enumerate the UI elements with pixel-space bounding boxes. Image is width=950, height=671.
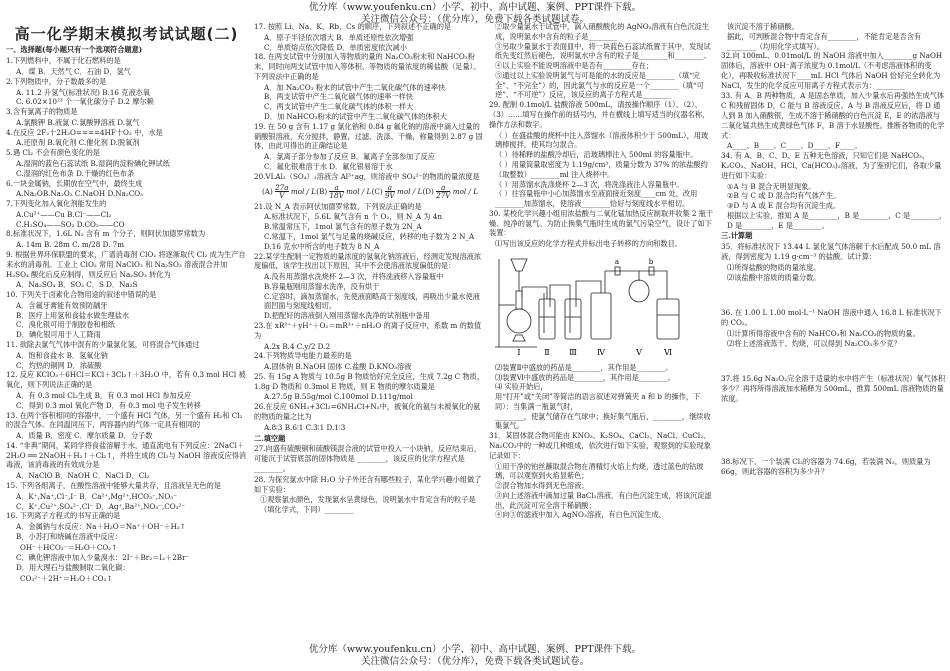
answer-option: D.把配好的溶液倒入刚用蒸馏水洗净的试剂瓶中备用 (264, 311, 430, 321)
answer-option: C．溴化银可用于制胶卷和相纸 (16, 320, 115, 330)
alcohol-lamp (513, 335, 525, 341)
question: 30. 某校化学兴趣小组用浓盐酸与二氧化锰加热反应制取并收集 2 瓶干燥、纯净的氯气。为防止换集气瓶时生成的氯气污染空气，设计了如下装置： (489, 208, 714, 238)
q20-option (316, 184, 371, 200)
sub-item: ⑷ 实验开始后， (495, 382, 548, 392)
footer-line-1: 优分库（www.youfenku.cn）小学、初中、高中试题、案例、PPT课件下载。 (308, 644, 642, 655)
answer-option: A.固体钠 B.NaOH 固体 C.盐酸 D.KNO₃溶液 (264, 362, 412, 372)
apparatus-label: Ⅱ (544, 347, 550, 357)
sub-item: ①用干净的铂丝蘸取混合物在酒精灯火焰上灼烧，透过蓝色的钴玻璃，可以观察到火焰显紫色； (495, 461, 704, 481)
question: 13. 在两个容积相同的容器中，一个盛有 HCl 气体，另一个盛有 H₂和 Cl₂的混合气体。在同温同压下，两容器内的气体一定具有相同的 (6, 410, 243, 430)
question: 19. 在 50 g 含有 1.17 g 氯化钠和 0.84 g 氟化钠的溶液中滴入过量的硝酸银溶液，充分搅拌，静置，过滤、洗涤、干燥，称量得到 2.87 g 固体，由此可得出的正确结论是 (254, 121, 483, 151)
question: 22.某学生配制一定物质的量浓度的氢氧化钠溶液后，经测定发现溶液浓度偏低，该学生找出以下原因，其中不会使溶液浓度偏低的是： (254, 251, 482, 271)
apparatus-label: Ⅳ (597, 347, 605, 357)
question: 24.下列物质导电能力最差的是 (254, 351, 352, 361)
sub-item: ①A 与 B 混合无明显现象。 (727, 181, 816, 191)
section-heading: 二.填空题 (254, 433, 286, 443)
apparatus-label: Ⅵ (663, 347, 673, 357)
answer-option: A.27.5g B.55g/mol C.100mol D.111g/mol (264, 392, 413, 402)
sub-item: （ ）在盛盐酸的烧杯中注入蒸馏水（溶液体积少于 500mL），用玻璃棒搅拌，使其均匀混合。 (495, 130, 709, 150)
sub-item: ④向③的滤液中加入 AgNO₃溶液，有白色沉淀生成， (495, 510, 666, 520)
sub-item: CO₃²⁻＋2H⁺＝H₂O＋CO₂↑ (20, 574, 113, 584)
question: 33. 有 A、B 两种物质，A 是固态单质，加入少量水后再强热生成气体 C 和残留固体 D，C 能与 B 溶液反应。A 与 B 溶液反应后，将 D 通人到 B 加入硝酸银，生成不溶于稀硝酸的白色沉淀 E，E 的浓溶液与二氧化锰共热生成黄绿色气体 F，B 溶于水显酸性。推断各物质的化学式： (721, 91, 945, 140)
fraction-numerator: 27a (275, 182, 289, 192)
header-line-2: 关注微信公众号：（优分库），免费下载各类试题试卷。 (360, 13, 589, 25)
sub-item: 该沉淀不溶于稀硝酸。 (727, 22, 799, 31)
question: 34. 有 A、B、C、D、E 五种无色溶液，只知它们是 NaHCO₃、K₂CO₃、NaOH、HCl、Ca(HCO₃)₂溶液，为了鉴别它们，各取少量进行如下实验： (721, 151, 942, 180)
answer-option: A．加 Na₂CO₃ 粉末的试管中产生二氧化碳气体的速率快 (264, 82, 446, 92)
answer-space (721, 282, 947, 308)
answer-option: A.还原剂 B.氧化剂 C.催化剂 D.脱氧剂 (16, 138, 140, 148)
gas-bottle (591, 293, 611, 339)
q20-option-letter: (D) (422, 186, 437, 196)
fraction-numerator: a (441, 182, 446, 192)
answer-option: C．碘化钾溶液中加入少量溴水：2I⁻＋Br₂＝I₂＋2Br⁻ (16, 553, 190, 563)
q20-unit: mol / L (343, 186, 372, 196)
column-2 (254, 22, 486, 515)
answer-option: B．两支试管中产生二氧化碳气体的速率一样快 (264, 92, 414, 102)
question: 26.在反应 6NH₃+3Cl₂=6NH₄Cl+N₂中，被氧化的氨与未被氧化的氨的物质的量之比为 (254, 402, 481, 422)
question: 36. 在 1.00 L 1.00 mol·L⁻¹ NaOH 溶液中通入 16.8 L 标准状况下的 CO₂。 (721, 308, 942, 328)
q20-fraction (329, 184, 343, 200)
answer-option: B.容量瓶刚用蒸馏水洗净，没有烘干 (264, 281, 380, 291)
answer-option: C．灼热的铜网 D．浓硫酸 (16, 360, 102, 370)
question: 3.含有氯离子的物质是 (6, 107, 78, 117)
answer-option: B．小苏打和烧碱在溶液中反应： (16, 531, 122, 541)
answer-option: D．用大理石与盐酸制取二氧化碳： (16, 563, 130, 573)
answer-option: C.H₂SO₄——SO₂ D.CO₂——CO (16, 219, 125, 229)
fraction-denominator: 18V (329, 191, 344, 201)
answer-option: A.Na₂OB.Na₂O₂ C.NaOH D.Na₂CO₃ (16, 189, 143, 199)
q20-unit: mol / L (288, 186, 317, 196)
answer-option: C. 6.02×10²³ 个一氧化碳分子 D.2 摩尔赖 (16, 97, 154, 107)
q20-option-letter: (B) (316, 186, 330, 196)
answer-option: C.湿润的红色布条 D.干燥的红色布条 (16, 168, 135, 178)
clamp-label: b (648, 257, 654, 266)
page-footer (0, 644, 950, 668)
answer-option: A.8∶3 B.6∶1 C.3∶1 D.1∶3 (264, 422, 346, 432)
sub-item: （ ）用蒸馏水洗涤烧杯 2—3 次，将洗涤液注入容量瓶中。 (495, 179, 684, 189)
column-3 (489, 22, 715, 520)
answer-option: C.定容时，滴加蒸馏水，先使液面略高于刻度线，再吸出少量水使液面凹面与刻度线相切。 (264, 291, 480, 311)
column-1 (6, 22, 247, 585)
fraction-denominator: V (275, 191, 288, 200)
apparatus-svg (489, 251, 715, 359)
sub-item: （ ）往容量瓶中小心加蒸馏水至液面接近刻度____cm 处，改用________加蒸馏水，使溶液________恰好与刻度线水平相切。 (495, 189, 698, 209)
column-4 (721, 22, 947, 477)
answer-option: A．NaClO B．NaOH C．NaCl D．Cl₂ (16, 471, 150, 481)
answer-option: A．Na₂SO₄ B．SO₂ C．S D．Na₂S (16, 280, 138, 290)
q20-fraction (436, 184, 450, 200)
q20-option-letter: (C) (371, 186, 385, 196)
answer-option: C．得到 0.3 mol 氧化产物 D．有 0.3 mol 电子发生转移 (16, 400, 201, 410)
q20-option (372, 184, 423, 200)
sub-item: ⑴所得盐酸的物质的量浓度。 (727, 262, 821, 272)
question: 38.标况下，一个装满 Cl₂的容器为 74.6g，若装满 N₂，则质量为 66g，则此容器的容积为多少升？ (721, 456, 931, 476)
answer-option: D．加 NaHCO₃粉末的试管中产生二氧化碳气体的体积大 (264, 112, 447, 122)
dropping-funnel (511, 259, 527, 271)
wash-bottle (539, 299, 555, 339)
q20-option (422, 184, 478, 200)
sub-item: ⑵装置Ⅱ中盛放的药品是________，其作用是________。 (495, 362, 673, 372)
question: 2.下列物质中，分子数最多的是 (6, 76, 107, 86)
answer-option: A.氯酸钾 B.液氯 C.氯酸钾溶液 D.氯气 (16, 117, 140, 127)
fraction-denominator: 9V (384, 191, 395, 201)
flask-neck (516, 291, 522, 309)
answer-option: C．K⁺,Cu²⁺,SO₄²⁻,Cl⁻ D．Ag⁺,Ba²⁺,NO₃⁻,CO₃²⁻ (16, 501, 186, 511)
section-heading: 三.计算题 (721, 231, 753, 241)
question: 12. 反应 KClO₃＋6HCl＝KCl＋3Cl₂↑＋3H₂O 中，若有 0.3 mol HCl 被氧化，则下列说法正确的是 (6, 370, 246, 390)
question: 32.向 100mL、0.01mol/L 的 NaOH 溶液中加入________g NaOH 固体后，溶液中 OH⁻离子浓度为 0.1mol/L（不考虑溶液体积的变化），再吸收标准状况下____mL HCl 气体后 NaOH 恰好完全转化为 NaCl，发生的化学反应可用离子方程式表示为：________ (721, 51, 943, 90)
sub-item: ①观察氯水颜色，发现氯水呈黄绿色，说明氯水中肯定含有的粒子是（填化学式，下同）________ (260, 495, 476, 515)
answer-option: D．碘化银可用于人工降雨 (16, 330, 101, 340)
question: 18. 在两支试管中分别加入等物质的量的 Na₂CO₃粉末和 NaHCO₃粉末，同时向两支试管中加入等体积、等物质的量浓度的稀盐酸（足量）。下列说法中正确的是 (254, 52, 481, 81)
sub-item: A____、B____、C____、D____、F____。 (727, 141, 862, 151)
answer-option: C.常温下，1mol 氯气与足量的烧碱反应，转移的电子数为 2 N_A (264, 231, 475, 241)
fraction-denominator: 27V (436, 191, 451, 201)
question: 10. 下列关于卤素化合物用途的叙述中错误的是 (6, 290, 157, 300)
header-line-1: 优分库（www.youfenku.cn）小学、初中、高中试题、案例、PPT课件下载。 (308, 2, 642, 13)
tube-1 (522, 287, 547, 299)
answer-option: A．K⁺,Na⁺,Cl⁻,I⁻ B．Ca²⁺,Mg²⁺,HCO₃⁻,NO₃⁻ (16, 491, 177, 501)
answer-option: A.湿润的蓝色石蕊试纸 B.湿润的淀粉碘化钾试纸 (16, 158, 170, 168)
question: 6.一块金属钠，长期放在空气中，最终生成 (6, 178, 143, 188)
wash-bottle (565, 299, 581, 339)
question: 21.设 N_A 表示阿伏加德罗常数，下列说法正确的是 (254, 201, 422, 211)
question: 4.在反应 2F₂十2H₂O====4HF十O₂ 中，水是 (6, 127, 163, 137)
answer-option: A.没有用蒸馏水洗烧杯 2—3 次，并将洗液移入容量瓶中 (264, 272, 444, 282)
answer-option: A．金属钠与水反应：Na＋H₂O＝Na⁺＋OH⁻＋H₂↑ (16, 522, 186, 532)
question: 9. 根据世界环保联盟的要求，广谱消毒剂 ClO₂ 将逐渐取代 Cl₂ 成为生产自来水的消毒剂。工业上 ClO₂ 常用 NaClO₃ 和 Na₂SO₃ 溶液混合并加 H₂SO₄ 酸化后反应制得，则反应后 Na₂SO₃ 转化为 (6, 250, 246, 279)
answer-option: B.常温常压下，1mol 氯气含有的原子数为 2N_A (264, 222, 422, 232)
question: 28. 为探究氯水中除 H₂O 分子外还含有哪些粒子，某化学兴趣小组做了如下实验： (254, 474, 482, 494)
question: 23.在 xR²⁺＋yH⁺＋O₂＝mR³⁺＋nH₂O 的离子反应中，系数 m 的数值为 (254, 321, 482, 340)
answer-option: A. 11.2 升氢气(标准状况) B.16 克液态氧 (16, 87, 151, 97)
sub-item: （ ）待稀释的盐酸冷却后，沿玻璃棒注入 500ml 的容量瓶中。 (495, 150, 698, 160)
sub-item: 据此，可判断混合物中肯定含有________，不能肯定是否含有________（均用化学式填写）。 (727, 31, 922, 51)
question: 7.下列变化加入氧化剂能发生的 (6, 199, 107, 209)
sub-item: 根据以上实验，推知 A 是________，B 是________，C 是________，D 是________，E 是________。 (727, 210, 947, 230)
answer-option: A．质量 B．密度 C．摩尔质量 D．分子数 (16, 431, 153, 441)
question: 29. 配制 0.1mol/L 盐酸溶液 500mL，请按操作顺序（1）、（2）、（3）……填写在操作前的括号内，并在横线上填写适当的仪器名称，操作方法和数字。 (489, 100, 710, 129)
answer-option: B．医疗上用氢和食盐水做生理盐水 (16, 310, 130, 320)
sub-item: ⑵将上述溶液蒸干、灼烧，可以得到 Na₂CO₃多少克？ (727, 338, 901, 348)
answer-option: A.标准状况下，5.6L 氧气含有 n 个 O₂，则 N_A 为 4n (264, 212, 442, 222)
sub-item: ③向上述溶液中滴加过量 BaCl₂溶液，有白色沉淀生成，将该沉淀滤出，此沉淀可完全溶于稀硝酸； (495, 490, 712, 510)
sub-item: ⑤通过以上实验说明氯气与可是能的水的反应是________（填“完全”、“不完全”）的，因此氯气与水的反应是一个________（填“可逆”、“不可逆”）反应，该反应的离子方程式是________ (495, 70, 704, 100)
answer-option: C．氟化银难溶于水 D．氟化银易溶于水 (264, 161, 393, 171)
sub-item: ③另取少量氯水于表面皿中，将一块蓝色石蕊试纸置于其中，发现试纸先变红然后褪色，说明氯水中含有的粒子是________和________。 (495, 41, 711, 61)
fraction-numerator: a (334, 182, 339, 192)
question: 35．将标准状况下 13.44 L 氯化氢气体溶解于水后配成 50.0 mL 溶液，得到密度为 1.19 g·cm⁻³ 的盐酸。试计算： (721, 242, 941, 261)
exam-title: 高一化学期末模拟考试试题(二) (14, 25, 239, 43)
answer-option: A.Cu²⁺——Cu B.Cl⁻——Cl₂ (16, 209, 112, 219)
question: 11. 欲除去氯气气体中混有的少量氯化氢，可将混合气体通过 (6, 340, 200, 350)
answer-option: A．有 0.3 mol Cl₂生成 B．有 0.3 mol HCl 参加反应 (16, 390, 192, 400)
question: 20.VLAl₂（SO₄）₃溶液含 Al³⁺ag，则溶液中 SO₄²⁻的物质的量浓度是 (254, 171, 480, 181)
answer-option: A．饱和食盐水 B．氢氧化钠 (16, 350, 108, 360)
question: 15. 下列各组离子，在酸性溶液中能够大量共存，且溶液呈无色的是 (6, 480, 221, 490)
question: 31．某固体混合物可能由 KNO₃、K₂SO₄、CaCl₂、NaCl、CuCl₂、Na₂CO₃中的一种或几种组成，依次进行如下实验，观察到的实验现象记录如下： (489, 431, 711, 460)
answer-option: A. 14m B. 28m C. m/28 D. 7m (16, 240, 125, 250)
question: 1.下列燃料中，不属于化石燃料的是 (6, 56, 121, 66)
sub-item: （ ）用量筒量取密度为 1.19g/cm³，质量分数为 37% 的浓盐酸约（取整数）________ml 注入烧杯中。 (495, 159, 708, 179)
question: 14. “非典”期间，某同学将食盐溶解于水，通直流电有下列反应：2NaCl＋2H₂O ══ 2NaOH＋H₂↑＋Cl₂↑，并将生成的 Cl₂与 NaOH 溶液反应得消毒液，该消毒液的有效成分是 (6, 440, 247, 470)
question: 37.将 15.6g Na₂O₂完全溶于适量的水中将产生（标准状况）氧气体积多少？再将所得溶液加水稀释为 500mL，推算 500mL 溶液物质的量浓度。 (721, 374, 946, 403)
apparatus-label: Ⅰ (517, 347, 521, 357)
q20-options (254, 184, 486, 200)
answer-option: A．氯离子部分参加了反应 B．氟离子全部参加了反应 (264, 152, 435, 162)
sub-item: ④以上实验不能说明溶液中是否有________存在； (495, 61, 654, 71)
answer-option: C．两支试管中产生二氧化碳气体的体积一样大 (264, 102, 414, 112)
sub-item: OH⁻＋HCO₃⁻＝H₂O＋CO₂↑ (20, 542, 118, 552)
question: 25. 有 15g A 物质与 10.5g B 物质恰好完全反应，生成 7.2g C 物质，1.8g D 物质和 0.3mol E 物质，则 E 物质的摩尔质量是 (254, 371, 485, 391)
footer-line-2: 关注微信公众号：（优分库），免费下载各类试题试卷。 (360, 655, 589, 667)
question: 5.遇 Cl₂ 不会有颜色变化的是 (6, 148, 100, 158)
q20-fraction (385, 184, 395, 200)
sub-item: ②B 与 C 或 D 混合均有气体产生。 (727, 191, 841, 201)
tube-3 (576, 281, 601, 293)
sub-item: ⑴计算所得溶液中含有的 NaHCO₃和 Na₂CO₃的物质的量。 (727, 328, 920, 338)
fraction-numerator: a (387, 182, 392, 192)
sub-item: ⑶装置Ⅵ中盛放的药品是________，其作用是________。 (495, 372, 675, 382)
section-heading: 一、选择题(每小题只有一个选项符合题意) (6, 45, 143, 55)
sub-item: ⑴写出该反应的化学方程式并标出电子转移的方向和数目。 (495, 239, 682, 249)
sub-item: ③D 与 A 或 E 混合均有沉淀生成。 (727, 201, 841, 211)
sub-item: 用“打开”或“关闭”等简洁的语言叙述对弹簧夹 a 和 b 的操作，下同）：当集满一瓶氯气时， (495, 392, 701, 411)
apparatus-diagram (489, 251, 715, 362)
q20-option-letter: (A) (262, 186, 276, 196)
absorber-bottle (657, 299, 679, 339)
answer-option: A．原子半径依次增大 B．单质还原性依次增强 (264, 32, 414, 42)
question: 16. 下列离子方程式的书写正确的是 (6, 511, 121, 521)
q20-option (262, 184, 316, 200)
sub-item: ⑵该盐酸中溶质的质量分数。 (727, 272, 821, 282)
clamp-label: a (614, 257, 620, 266)
answer-option: A．含氟牙膏能有效预防龋牙 (16, 300, 108, 310)
answer-space (721, 348, 947, 374)
question: 17. 按照 Li、Na、K、Rb、Cs 的顺序，下列叙述不正确的是 (254, 22, 452, 31)
answer-option: A．煤 B．天然气 C．石油 D．氢气 (16, 66, 131, 76)
q20-unit: mol / L (450, 186, 478, 196)
balloon (629, 280, 649, 302)
sub-item: ________，使氯气储存在气球中；换好集气瓶后，________，继续收集氯气。 (495, 411, 711, 431)
sub-item: ②混合物加水得到无色溶液； (495, 481, 589, 491)
q20-fraction (275, 184, 288, 200)
apparatus-label: Ⅴ (636, 347, 642, 357)
answer-option: A.2x B.4 C.y/2 D.2 (264, 341, 331, 351)
answer-space (721, 405, 947, 457)
answer-option: C．单质熔点依次降低 D．单质密度依次减小 (264, 42, 407, 52)
q20-unit: mol / L (394, 186, 423, 196)
round-flask (507, 309, 531, 333)
tube-2 (550, 285, 570, 293)
apparatus-label: Ⅲ (569, 347, 577, 357)
question: 27.向盛有硫酸铜和硫酸镁混合液的试管中投入一小块钠，反应结束后，可能沉于试管底部的固体物质是 ________，该反应的化学方程式是 ________。 (254, 444, 482, 473)
question: 8.标准状况下，1.6L N₂ 含有 m 个分子，则阿伏加德罗常数为 (6, 229, 206, 239)
answer-option: D.16 克水中所含的电子数为 8 N_A (264, 241, 380, 251)
sub-item: ②取少量氯水于试管中，滴入硝酸酸化的 AgNO₃溶液有白色沉淀生成，说明氯水中含有的粒子是________ (495, 22, 710, 41)
tube-4 (605, 271, 639, 281)
